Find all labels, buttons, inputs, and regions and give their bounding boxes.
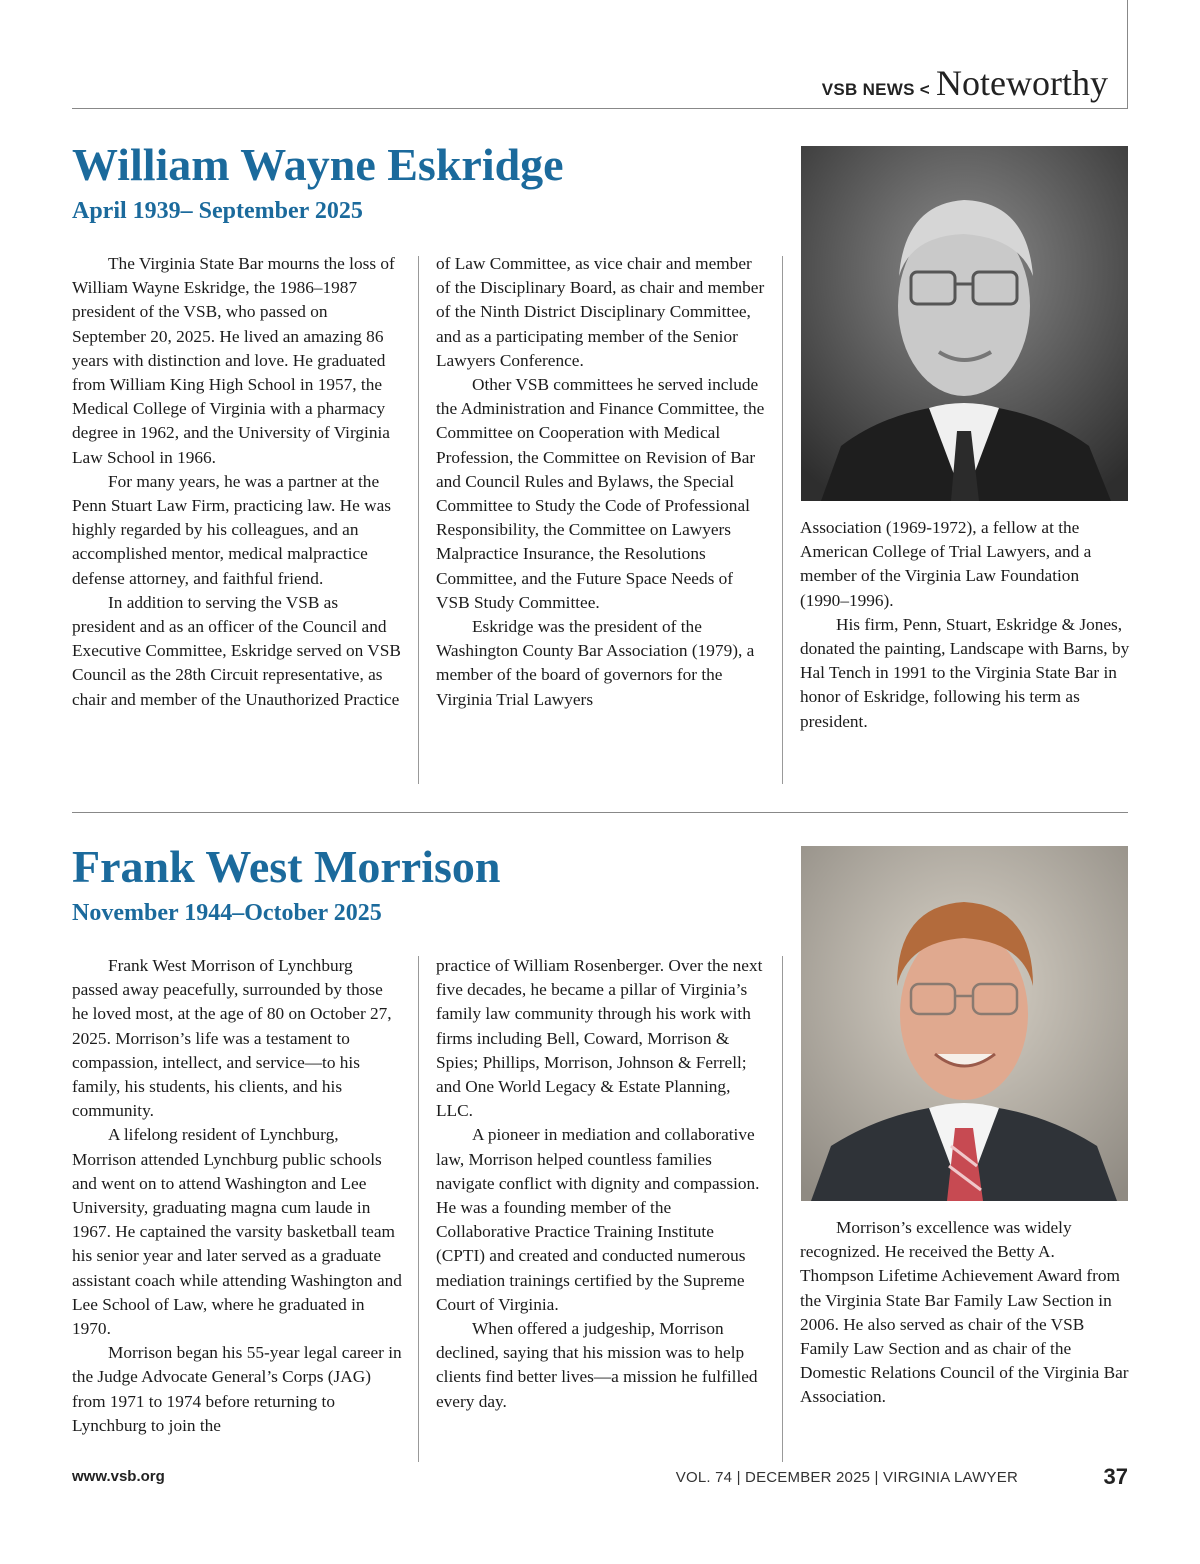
section-divider (72, 812, 1128, 813)
column-rule (782, 256, 783, 784)
obituary-dates: November 1944–October 2025 (72, 900, 382, 926)
column-rule (418, 956, 419, 1462)
paragraph: When offered a judgeship, Morrison declined, saying that his mission was to help clients find better lives—a mission he fulfilled every day. (436, 1319, 758, 1411)
text-column-2 (436, 252, 766, 712)
obituary-name: Frank West Morrison (72, 841, 501, 892)
footer-issue: VOL. 74 | DECEMBER 2025 | VIRGINIA LAWYER (675, 1469, 1018, 1486)
text-column-2 (436, 954, 766, 1414)
text-column-1 (72, 252, 402, 712)
paragraph: A lifelong resident of Lynchburg, Morrison attended Lynchburg public schools and went on to attend Washington and Lee University, graduating magna cum laude in 1967. He captained the varsity basketball team his senior year and later served as a graduate assistant coach while attending Washington and Lee School of Law, where he graduated in 1970. (72, 1125, 402, 1339)
text-column-3 (800, 1216, 1130, 1410)
portrait-photo-icon (801, 146, 1128, 501)
page-number: 37 (1103, 1464, 1128, 1489)
paragraph: Association (1969-1972), a fellow at the American College of Trial Lawyers, and a member of the Virginia Law Foundation (1990–1996). (800, 518, 1092, 610)
column-rule (782, 956, 783, 1462)
text-column-3 (800, 516, 1130, 734)
paragraph: Morrison began his 55-year legal career in the Judge Advocate General’s Corps (JAG) from 1971 to 1974 before returning to Lynchburg to join the (72, 1343, 402, 1435)
footer-url: www.vsb.org (72, 1468, 165, 1485)
header-section: VSB NEWS < (821, 80, 931, 99)
column-rule (418, 256, 419, 784)
header-vertical-rule (1127, 0, 1128, 108)
paragraph: For many years, he was a partner at the Penn Stuart Law Firm, practicing law. He was highly regarded by his colleagues, and an accomplished mentor, medical malpractice defense attorney, and faithful friend. (72, 471, 391, 588)
header-title: Noteworthy (936, 63, 1108, 103)
paragraph: A pioneer in mediation and collaborative law, Morrison helped countless families navigate conflict with dignity and compassion. He was a founding member of the Collaborative Practice Training Institute (CPTI) and created and conducted numerous mediation trainings certified by the Supreme Court of Virginia. (436, 1125, 760, 1314)
paragraph: practice of William Rosenberger. Over the next five decades, he became a pillar of Virginia’s family law community through his work with firms including Bell, Coward, Morrison & Spies; Phillips, Morrison, Johnson & Ferrell; and One World Legacy & Estate Planning, LLC. (436, 956, 763, 1121)
header-rule (72, 108, 1128, 109)
obituary-eskridge (72, 140, 1132, 790)
paragraph: Other VSB committees he served include the Administration and Finance Committee, the Committee on Cooperation with Medical Profession, the Committee on Revision of Bar and Council Rules and Bylaws, the Special Committee to Study the Code of Professional Responsibility, the Committee on Lawyers Malpractice Insurance, the Resolutions Committee, and the Future Space Needs of VSB Study Committee. (436, 375, 765, 612)
page-footer (72, 1466, 1128, 1496)
paragraph: of Law Committee, as vice chair and member of the Disciplinary Board, as chair and member of the Ninth District Disciplinary Committee, and as a participating member of the Senior Lawyers Conference. (436, 254, 765, 370)
paragraph: Frank West Morrison of Lynchburg passed away peacefully, surrounded by those he loved most, at the age of 80 on October 27, 2025. Morrison’s life was a testament to compassion, intellect, and service—to his family, his students, his clients, and his community. (72, 956, 392, 1121)
obituary-dates: April 1939– September 2025 (72, 198, 363, 224)
text-column-1 (72, 954, 402, 1438)
portrait-photo-icon (801, 846, 1128, 1201)
paragraph: The Virginia State Bar mourns the loss of William Wayne Eskridge, the 1986–1987 president of the VSB, who passed on September 20, 2025. He lived an amazing 86 years with distinction and love. He graduated from William King High School in 1957, the Medical College of Virginia with a pharmacy degree in 1962, and the University of Virginia Law School in 1966. (72, 254, 395, 467)
obituary-morrison (72, 842, 1132, 1482)
paragraph: Morrison’s excellence was widely recognized. He received the Betty A. Thompson Lifetime Achievement Award from the Virginia State Bar Family Law Section in 2006. He also served as chair of the VSB Family Law Section and as chair of the Domestic Relations Council of the Virginia Bar Association. (800, 1218, 1129, 1407)
paragraph: His firm, Penn, Stuart, Eskridge & Jones, donated the painting, Landscape with Barns, by Hal Tench in 1991 to the Virginia State Bar in honor of Eskridge, following his term as president. (800, 614, 1130, 731)
running-header (822, 62, 1108, 104)
obituary-name: William Wayne Eskridge (72, 139, 564, 190)
paragraph: Eskridge was the president of the Washington County Bar Association (1979), a member of the board of governors for the Virginia Trial Lawyers (436, 617, 755, 709)
paragraph: In addition to serving the VSB as president and as an officer of the Council and Executive Committee, Eskridge served on VSB Council as the 28th Circuit representative, as chair and member of the Unauthorized Practice (72, 592, 401, 709)
